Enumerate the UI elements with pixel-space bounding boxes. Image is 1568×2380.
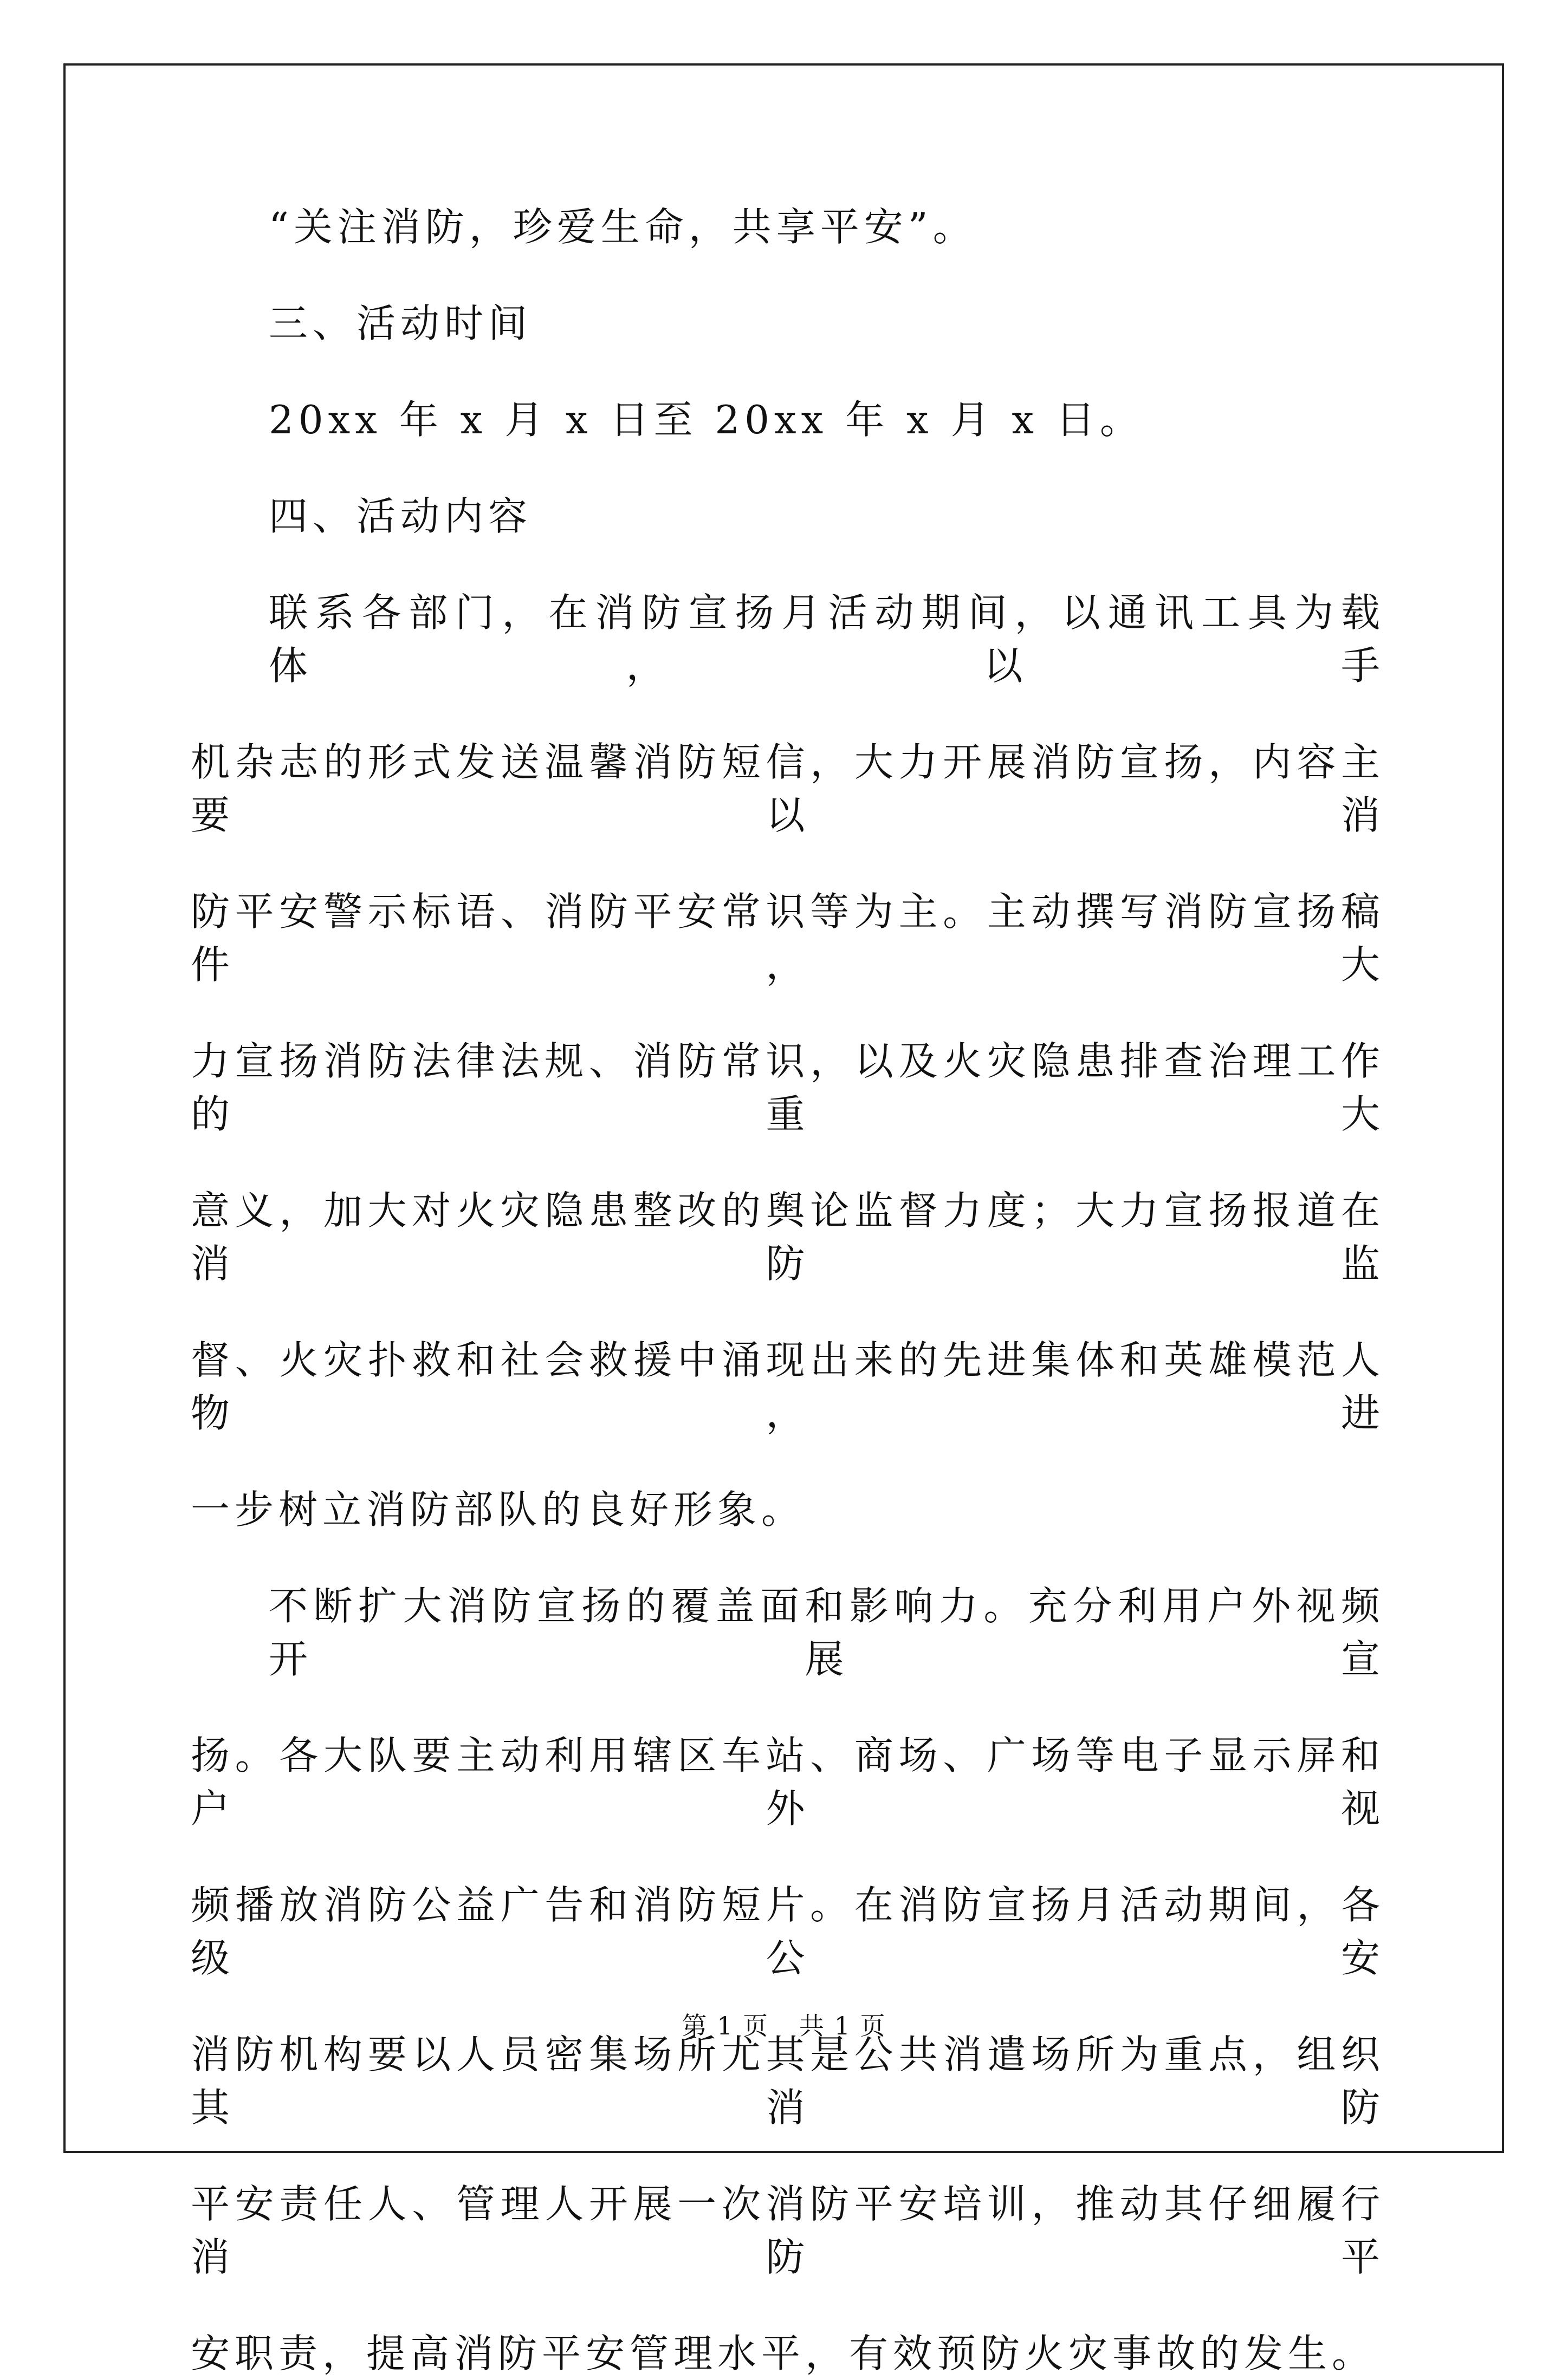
paragraph-line: 机杂志的形式发送温馨消防短信，大力开展消防宣扬，内容主要以消 bbox=[191, 739, 1385, 838]
paragraph-line: 消防机构要以人员密集场所尤其是公共消遣场所为重点，组织其消防 bbox=[191, 2032, 1385, 2130]
paragraph-slogan: “关注消防，珍爱生命，共享平安”。 bbox=[269, 204, 977, 250]
page-total: 共 1 页 bbox=[799, 2011, 886, 2040]
paragraph-line: 安职责，提高消防平安管理水平，有效预防火灾事故的发生。 bbox=[191, 2331, 1376, 2376]
paragraph-line: 扬。各大队要主动利用辖区车站、商场、广场等电子显示屏和户外视 bbox=[191, 1733, 1385, 1831]
heading-activity-content: 四、活动内容 bbox=[269, 493, 533, 539]
paragraph-line: 一步树立消防部队的良好形象。 bbox=[191, 1487, 806, 1532]
page-footer bbox=[0, 2010, 1568, 2042]
paragraph-line: 频播放消防公益广告和消防短片。在消防宣扬月活动期间，各级公安 bbox=[191, 1882, 1385, 1981]
paragraph-line: 防平安警示标语、消防平安常识等为主。主动撰写消防宣扬稿件，大 bbox=[191, 889, 1385, 987]
paragraph-activity-dates: 20xx 年 x 月 x 日至 20xx 年 x 月 x 日。 bbox=[269, 397, 1144, 443]
heading-activity-time: 三、活动时间 bbox=[269, 301, 533, 346]
paragraph-line: 不断扩大消防宣扬的覆盖面和影响力。充分利用户外视频开展宣 bbox=[269, 1583, 1385, 1682]
document-body bbox=[191, 200, 1385, 2380]
paragraph-line: 联系各部门，在消防宣扬月活动期间，以通讯工具为载体，以手 bbox=[269, 590, 1385, 688]
paragraph-line: 平安责任人、管理人开展一次消防平安培训，推动其仔细履行消防平 bbox=[191, 2181, 1385, 2280]
paragraph-line: 督、火灾扑救和社会救援中涌现出来的先进集体和英雄模范人物，进 bbox=[191, 1337, 1385, 1436]
paragraph-line: 意义，加大对火灾隐患整改的舆论监督力度；大力宣扬报道在消防监 bbox=[191, 1188, 1385, 1286]
paragraph-line: 力宣扬消防法律法规、消防常识，以及火灾隐患排查治理工作的重大 bbox=[191, 1038, 1385, 1137]
page-number: 第 1 页 bbox=[682, 2011, 769, 2040]
